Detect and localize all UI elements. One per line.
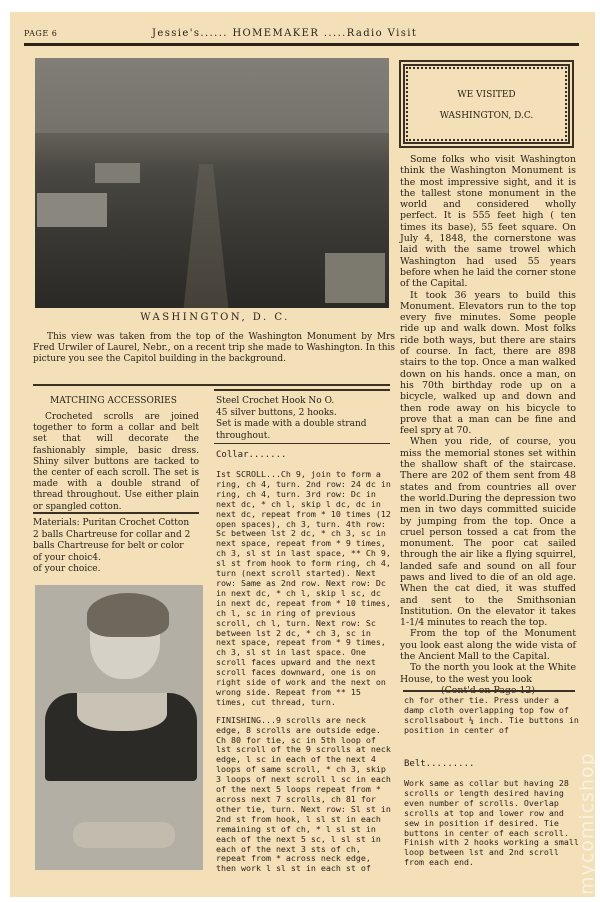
collar-steps: Ist SCROLL...Ch 9, join to form a ring, ch 4, turn. 2nd row: 24 dc in ring, ch 4, turn. 3rd row: Dc in next dc, * ch l, skip l dc, dc in next dc, repeat from * 10 times (12 open spaces), ch 3, turn. 4th row: Sc between lst 2 dc, * ch 3, sc in next space, repeat from * 9 times, ch 3, sl st in last space, ** Ch 9, sl st from hook to form ring, ch 4, turn (next scroll started). Next row: Same as 2nd row. Next row: Dc in next dc, * ch l, skip l sc, dc in next dc, repeat from * 10 times, ch l, sc in ring of previous scroll, ch l, turn. Next row: Sc between lst 2 dc, * ch 3, sc in next space, repeat from * 9 times, ch 3, sl st in last space. One scroll faces upward and the next scroll faces downward, one is on right side of work and the next on wrong side. Repeat from ** 15 times, cut thread, turn.: [216, 469, 391, 707]
finishing-continued: ch for other tie. Press under a damp cloth overlapping top fow of scrollsabout ¼ inch. Tie buttons in position in center of: [404, 695, 579, 735]
materials-line: Materials: Puritan Crochet Cotton: [33, 518, 190, 528]
section-divider: [214, 443, 390, 444]
page-number: PAGE 6: [24, 29, 58, 38]
materials-line: of your choic4.: [33, 552, 101, 563]
header-rule: [24, 43, 579, 46]
finishing-steps: FINISHING...9 scrolls are neck edge, 8 scrolls are outside edge. Ch 80 for tie, sc in 5th loop of lst scroll of the 9 scrolls at neck edge, l sc in each of the next 4 loops of same scroll, * ch 3, skip 3 loops of next scroll l sc in each of the next 5 loops repeat from * across next 7 scrolls, ch 81 for other tie, turn. Next row: Sl st in 2nd st from hook, l sl st in each remaining st of ch, * l sl st in each of the next 5 sc, l sl st in each of the next 3 sts of ch, repeat from * across neck edge, then work l sl st in each st of: [216, 714, 391, 874]
photo-hair: [87, 593, 169, 637]
accessories-intro: Crocheted scrolls are joined together to form a collar and belt set that will decorate the fashionably simple, basic dress. Shiny silver buttons are tacked to the center of each scroll. The set is made with a double strand of thread throughout. Use either plain or spangled cotton.: [33, 412, 199, 512]
section-divider: [33, 384, 390, 386]
materials-line: 2 balls Chartreuse for collar and 2: [33, 529, 191, 540]
section-divider: [33, 512, 199, 514]
photo-caption-title: WASHINGTON, D. C.: [140, 312, 290, 323]
materials-line: of your choice.: [33, 564, 101, 574]
photo-crochet-collar: [77, 693, 167, 731]
photo-building: [95, 163, 140, 183]
publication-title: Jessie's...... HOMEMAKER .....Radio Visit: [152, 28, 418, 39]
supplies-line: 45 silver buttons, 2 hooks.: [216, 407, 337, 418]
article-paragraph: It took 36 years to build this Monument. Elevators run to the top every five minutes. Some people ride up and walk down. Most folks ride both ways, but there are stairs of course. In fact, there are 898 stairs to the top. Once a man walked down on his hands. once a man, on his 70th birthday rode up on a bicycle, walked up and down and then rode away on his bicycle to prove that a man can be fine and feel spry at 70.: [400, 289, 576, 437]
article-paragraph: To the north you look at the White House, to the west you look: [400, 662, 576, 685]
watermark: mycomicshop: [576, 752, 598, 895]
frame-title-line2: WASHINGTON, D.C.: [439, 111, 534, 121]
photo-building: [325, 253, 385, 303]
article-paragraph: When you ride, of course, you miss the memorial stones set within the shallow shaft of the staircase. There are 202 of them sent from 48 states and from countries all over the world.During the depression two men in two days committed suicide by jumping from the top. Once a cruel person tossed a cat from the monument. The poor cat sailed through the air like a flying squirrel, landed safe and sound on all four paws and lived to die of an old age. When the cat died, it was stuffed and sent to the Smithsonian Institution. On the elevator it takes 1-1/4 minutes to reach the top.: [400, 436, 576, 629]
supplies-line: Set is made with a double strand throughout.: [216, 419, 367, 441]
belt-instructions: Work same as collar but having 28 scrolls or length desired having even number of scrolls. Overlap scrolls at top and lower row and sew in position if desired. Tie buttons in center of each scroll. Finish with 2 hooks working a small loop between lst and 2nd scroll from each end.: [404, 778, 579, 868]
photo-building: [37, 193, 107, 227]
article-paragraph: Some folks who visit Washington think the Washington Monument is the most impressive sight, and it is the tallest stone monument in the world and considered wholly perfect. It is 555 feet high ( ten times its base), 55 feet square. On July 4, 1848, the cornerstone was laid with the same trowel which Washington had used 55 years before when he laid the corner stone of the Capital.: [400, 154, 577, 290]
collar-belt-model-photo: [35, 585, 203, 870]
article-paragraph: From the top of the Monument you look east along the wide vista of the Ancient Mall to the Capital.: [400, 628, 576, 663]
belt-heading: Belt.........: [404, 759, 475, 769]
visit-article: [400, 154, 576, 696]
photo-caption: This view was taken from the top of the Washington Monument by Mrs Fred Urwiler of Laurel, Nebr., on a recent trip she made to Washington. In this picture you see the Capitol building in the background.: [33, 332, 395, 364]
section-divider: [214, 389, 390, 391]
materials-list: [33, 518, 201, 576]
section-divider: [403, 690, 575, 692]
frame-title-line1: WE VISITED: [457, 90, 516, 100]
supplies-line: Steel Crochet Hook No O.: [216, 396, 335, 406]
page-header: [24, 26, 579, 44]
supplies-list: [216, 396, 394, 442]
accessories-title: MATCHING ACCESSORIES: [50, 396, 177, 406]
photo-sky: [35, 58, 389, 133]
collar-instructions: [216, 470, 394, 882]
collar-heading: Collar.......: [216, 450, 287, 460]
materials-line: balls Chartreuse for belt or color: [33, 541, 184, 551]
photo-crochet-belt: [73, 822, 175, 848]
decorative-title-frame: [399, 60, 574, 148]
photo-mall: [183, 164, 229, 308]
washington-aerial-photo: [35, 58, 389, 308]
